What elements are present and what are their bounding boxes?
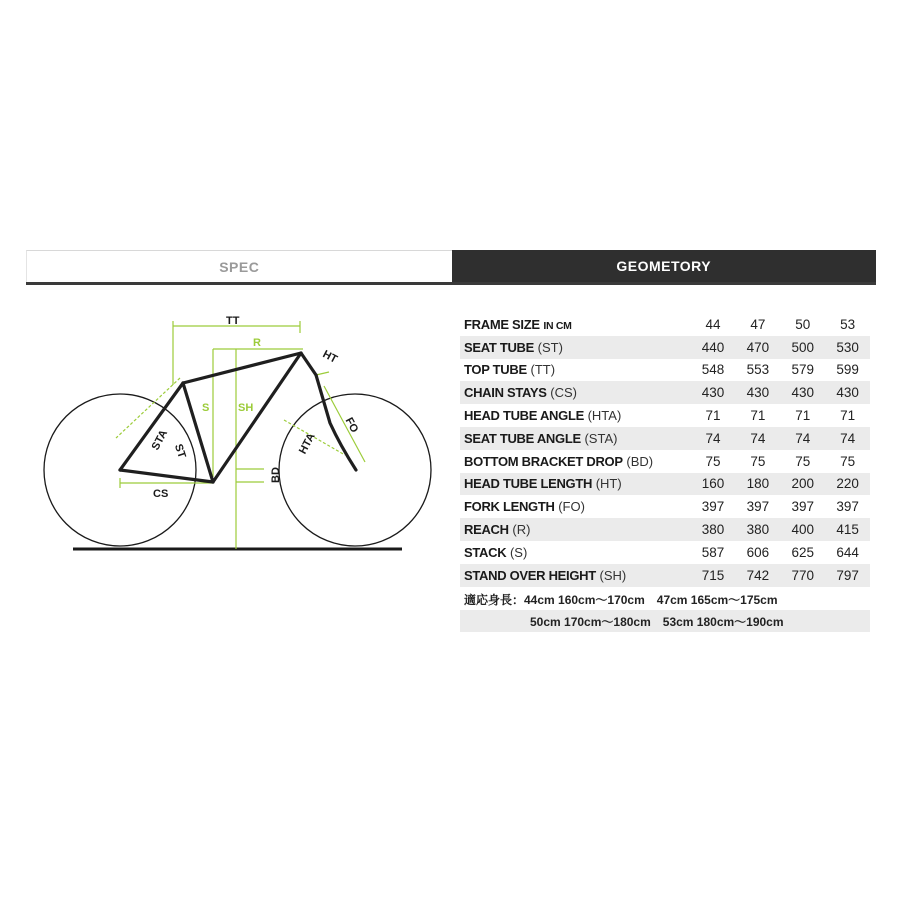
fit-height-line-2 <box>460 610 870 632</box>
bike-frame <box>120 353 356 482</box>
table-row: CHAIN STAYS (CS) 430 430 430 430 <box>460 381 870 404</box>
fit-44: 適応身長：44cm 160cm～170cm <box>464 592 645 607</box>
size-53: 53 <box>840 316 856 332</box>
fit-height-line-1 <box>460 588 870 610</box>
table-row: SEAT TUBE (ST) 440 470 500 530 <box>460 336 870 359</box>
label-s: S <box>202 402 210 414</box>
label-bd: BD <box>270 467 282 483</box>
table-row: STAND OVER HEIGHT (SH) 715 742 770 797 <box>460 564 870 587</box>
table-row: BOTTOM BRACKET DROP (BD) 75 75 75 75 <box>464 453 856 469</box>
tab-geometry[interactable]: GEOMETORY <box>452 250 877 282</box>
geometry-table <box>460 313 870 587</box>
label-r: R <box>253 337 261 349</box>
size-47: 47 <box>750 316 766 332</box>
table-row: SEAT TUBE ANGLE (STA) 74 74 74 74 <box>460 427 870 450</box>
table-row: REACH (R) 380 380 400 415 <box>460 518 870 541</box>
table-header-row <box>460 313 870 336</box>
label-sh: SH <box>238 402 254 414</box>
fit-47: 47cm 165cm～175cm <box>656 592 778 607</box>
tab-spec[interactable]: SPEC <box>26 250 452 282</box>
size-50: 50 <box>795 316 811 332</box>
label-hta: HTA <box>296 431 318 457</box>
table-row: TOP TUBE (TT) 548 553 579 599 <box>464 362 859 378</box>
tab-bar <box>26 250 876 285</box>
header-label: FRAME SIZE IN CM <box>464 316 572 332</box>
size-44: 44 <box>705 316 721 332</box>
label-tt: TT <box>226 315 240 327</box>
fit-50: 50cm 170cm～180cm <box>530 614 651 629</box>
table-row: STACK (S) 587 606 625 644 <box>464 544 859 560</box>
bike-geometry-diagram <box>40 305 440 565</box>
table-row: HEAD TUBE LENGTH (HT) 160 180 200 220 <box>460 473 870 496</box>
fit-53: 53cm 180cm～190cm <box>662 614 784 629</box>
label-cs: CS <box>153 488 169 500</box>
label-st: ST <box>171 442 188 460</box>
label-sta: STA <box>149 427 171 453</box>
label-fo: FO <box>342 415 361 435</box>
label-ht: HT <box>320 348 340 366</box>
table-row: FORK LENGTH (FO) 397 397 397 397 <box>464 499 859 515</box>
table-row: HEAD TUBE ANGLE (HTA) 71 71 71 71 <box>464 408 856 424</box>
